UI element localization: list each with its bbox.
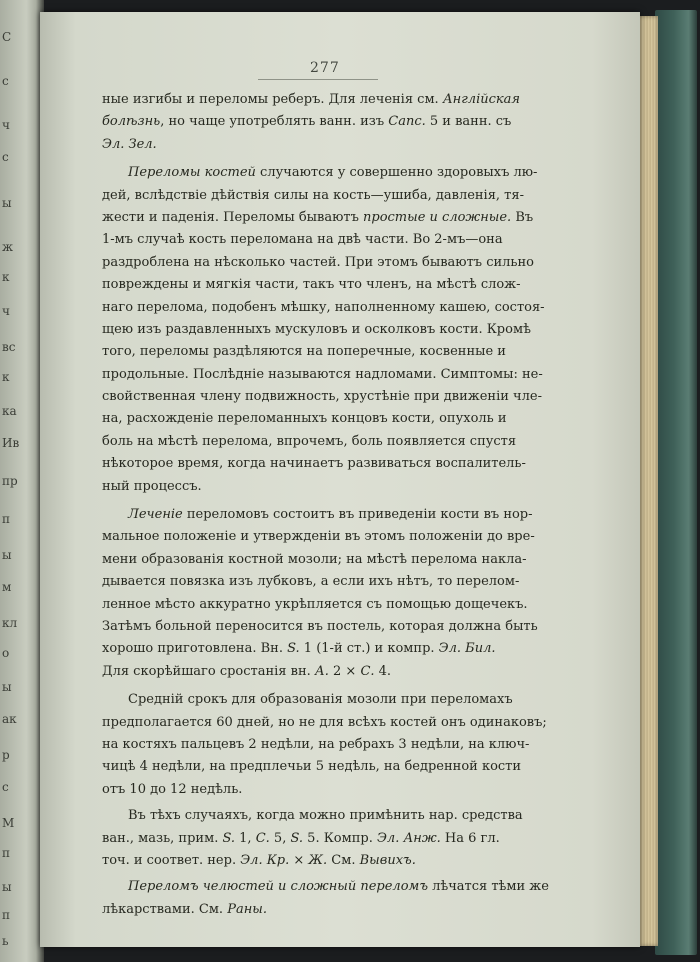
text-line — [102, 712, 670, 734]
italic-text: Эл. Зел. — [102, 136, 157, 152]
text-line — [102, 297, 670, 319]
text-line — [102, 828, 670, 850]
left-page-fragment: о — [2, 646, 10, 660]
text-line — [102, 134, 670, 156]
italic-text: простые и сложные. — [363, 209, 512, 225]
italic-text: S. — [222, 830, 236, 846]
text-line — [102, 252, 670, 274]
left-page-fragment: м — [2, 580, 12, 594]
left-page-fragment: к — [2, 270, 10, 284]
left-page-fragment: с — [2, 150, 9, 164]
body-text — [102, 89, 670, 921]
text-span: 5 и ванн. съ — [425, 114, 512, 130]
left-page-fragment: ы — [2, 196, 12, 210]
left-page-fragment: ч — [2, 118, 10, 132]
text-line — [102, 549, 670, 571]
left-page-fragment: пр — [2, 474, 18, 488]
text-line — [102, 850, 670, 872]
italic-text: Эл. Кр. — [240, 852, 290, 868]
page-number: 277 — [310, 60, 340, 76]
text-line — [102, 805, 670, 827]
text-line — [102, 476, 670, 498]
text-line — [102, 431, 670, 453]
text-line — [102, 341, 670, 363]
left-page-fragment: М — [2, 816, 15, 830]
text-span: предполагается 60 дней, но не для всѣхъ костей онъ одинаковъ; — [102, 714, 547, 730]
italic-text: Переломы костей — [128, 165, 256, 181]
text-span: раздроблена на нѣсколько частей. При этомъ бываютъ сильно — [102, 254, 534, 270]
right-page — [40, 12, 640, 947]
italic-text: Раны. — [227, 901, 267, 917]
left-page-fragment: ак — [2, 712, 17, 726]
text-span: наго перелома, подобенъ мѣшку, наполненному кашею, состоя- — [102, 299, 545, 315]
text-span: дей, вслѣдствіе дѣйствія силы на кость—ушиба, давленія, тя- — [102, 187, 524, 203]
text-span: ленное мѣсто аккуратно укрѣпляется съ помощью дощечекъ. — [102, 596, 528, 612]
text-span: Въ — [511, 209, 534, 225]
text-span: дывается повязка изъ лубковъ, а если ихъ нѣтъ, то перелом- — [102, 574, 520, 590]
text-span: на, расхожденіе переломанныхъ концовъ кости, опухоль и — [102, 411, 507, 427]
text-span: 1-мъ случаѣ кость переломана на двѣ части. Во 2-мъ—она — [102, 232, 503, 248]
left-page-fragment: ы — [2, 880, 12, 894]
text-span: Затѣмъ больной переносится въ постель, которая должна быть — [102, 618, 538, 634]
left-page-fragment: п — [2, 512, 10, 526]
text-line — [102, 111, 670, 133]
text-span: мени образованія костной мозоли; на мѣстѣ перелома накла- — [102, 551, 527, 567]
text-span: мальное положеніе и утвержденіи въ этомъ положеніи до вре- — [102, 529, 535, 545]
italic-text: С. — [255, 830, 270, 846]
left-page-fragment: ч — [2, 304, 10, 318]
text-span: боль на мѣстѣ перелома, впрочемъ, боль появляется спустя — [102, 433, 517, 449]
text-span: отъ 10 до 12 недѣль. — [102, 781, 243, 797]
left-page-fragment: ж — [2, 240, 14, 254]
text-span: 5. Компр. — [303, 830, 377, 846]
text-span: точ. и соответ. нер. — [102, 852, 241, 868]
left-page-fragment: ка — [2, 404, 17, 418]
left-page-fragment: п — [2, 846, 10, 860]
text-span: Въ тѣхъ случаяхъ, когда можно примѣнить нар. средства — [128, 808, 523, 824]
text-span: , но чаще употреблять ванн. изъ — [160, 114, 389, 130]
text-line — [102, 661, 670, 683]
text-span: 1 (1-й ст.) и компр. — [299, 641, 439, 657]
text-line — [102, 89, 670, 111]
italic-text: Леченіе — [128, 507, 183, 523]
italic-text: С. — [360, 663, 375, 679]
text-span: жести и паденія. Переломы бываютъ — [102, 209, 363, 225]
text-line — [102, 756, 670, 778]
text-line — [102, 594, 670, 616]
text-span: щею изъ раздавленныхъ мускуловъ и осколковъ кости. Кромѣ — [102, 321, 531, 337]
text-line — [102, 162, 670, 184]
text-span: На 6 гл. — [440, 830, 500, 846]
text-span: случаются у совершенно здоровыхъ лю- — [255, 165, 538, 181]
text-span: нѣкоторое время, когда начинаетъ развиваться воспалитель- — [102, 456, 526, 472]
text-line — [102, 571, 670, 593]
text-line — [102, 364, 670, 386]
text-span: 2 × — [328, 663, 361, 679]
text-line — [102, 229, 670, 251]
text-span: повреждены и мягкія части, такъ что членъ, на мѣстѣ слож- — [102, 277, 521, 293]
header-rule — [258, 79, 378, 80]
text-span: того, переломы раздѣляются на поперечные, косвенные и — [102, 344, 506, 360]
text-line — [102, 876, 670, 898]
text-line — [102, 207, 670, 229]
text-span: × — [289, 852, 309, 868]
italic-text: Переломъ челюстей и сложный переломъ — [128, 879, 428, 895]
italic-text: Ж. — [308, 852, 328, 868]
italic-text: S. — [290, 830, 304, 846]
text-line — [102, 779, 670, 801]
left-page-fragment: Ив — [2, 436, 20, 450]
text-line — [102, 689, 670, 711]
text-span: переломовъ состоитъ въ приведеніи кости въ нор- — [182, 507, 533, 523]
italic-text: болѣзнь — [102, 114, 161, 130]
text-span: на костяхъ пальцевъ 2 недѣли, на ребрахъ 3 недѣли, на ключ- — [102, 736, 530, 752]
italic-text: А. — [314, 663, 329, 679]
text-span: хорошо приготовлена. Вн. — [102, 641, 288, 657]
text-line — [102, 386, 670, 408]
text-span: лѣчатся тѣми же — [427, 879, 549, 895]
text-line — [102, 504, 670, 526]
text-line — [102, 734, 670, 756]
italic-text: S. — [287, 641, 300, 657]
text-line — [102, 616, 670, 638]
italic-text: Англійская — [442, 92, 521, 107]
left-page-edge — [0, 0, 44, 962]
left-page-fragment: р — [2, 748, 10, 762]
text-line — [102, 408, 670, 430]
text-span: чицѣ 4 недѣли, на предплечьи 5 недѣль, на бедренной кости — [102, 759, 522, 775]
left-page-fragment: ы — [2, 680, 12, 694]
text-span: ные изгибы и переломы реберъ. Для леченія см. — [102, 92, 443, 107]
text-span: лѣкарствами. См. — [102, 901, 228, 917]
text-span: ван., мазь, прим. — [102, 830, 223, 846]
text-line — [102, 319, 670, 341]
text-span: 5, — [269, 830, 291, 846]
left-page-fragment: вс — [2, 340, 16, 354]
left-page-fragment: С — [2, 30, 12, 44]
left-page-fragment: ы — [2, 548, 12, 562]
text-span: Для скорѣйшаго сростанія вн. — [102, 663, 315, 679]
left-page-fragment: кл — [2, 616, 18, 630]
text-span: продольные. Послѣдніе называются надломами. Симптомы: не- — [102, 366, 543, 382]
text-span: 1, — [235, 830, 256, 846]
left-page-fragment: п — [2, 908, 10, 922]
italic-text: Вывихъ. — [359, 852, 416, 868]
left-page-fragment: ь — [2, 934, 9, 948]
text-line — [102, 638, 670, 660]
text-line — [102, 453, 670, 475]
text-span: Средній срокъ для образованія мозоли при переломахъ — [128, 692, 513, 708]
text-span: См. — [327, 852, 360, 868]
italic-text: Сапс. — [388, 114, 426, 130]
left-page-fragment: с — [2, 780, 9, 794]
text-line — [102, 274, 670, 296]
text-line — [102, 185, 670, 207]
italic-text: Эл. Бил. — [438, 641, 496, 657]
left-page-fragment: c — [2, 74, 9, 88]
text-line — [102, 526, 670, 548]
text-span: 4. — [374, 663, 392, 679]
text-line — [102, 899, 670, 921]
left-page-fragment: к — [2, 370, 10, 384]
text-span: ный процессъ. — [102, 478, 202, 494]
italic-text: Эл. Анж. — [376, 830, 441, 846]
text-span: свойственная члену подвижность, хрустѣніе при движеніи чле- — [102, 389, 542, 405]
